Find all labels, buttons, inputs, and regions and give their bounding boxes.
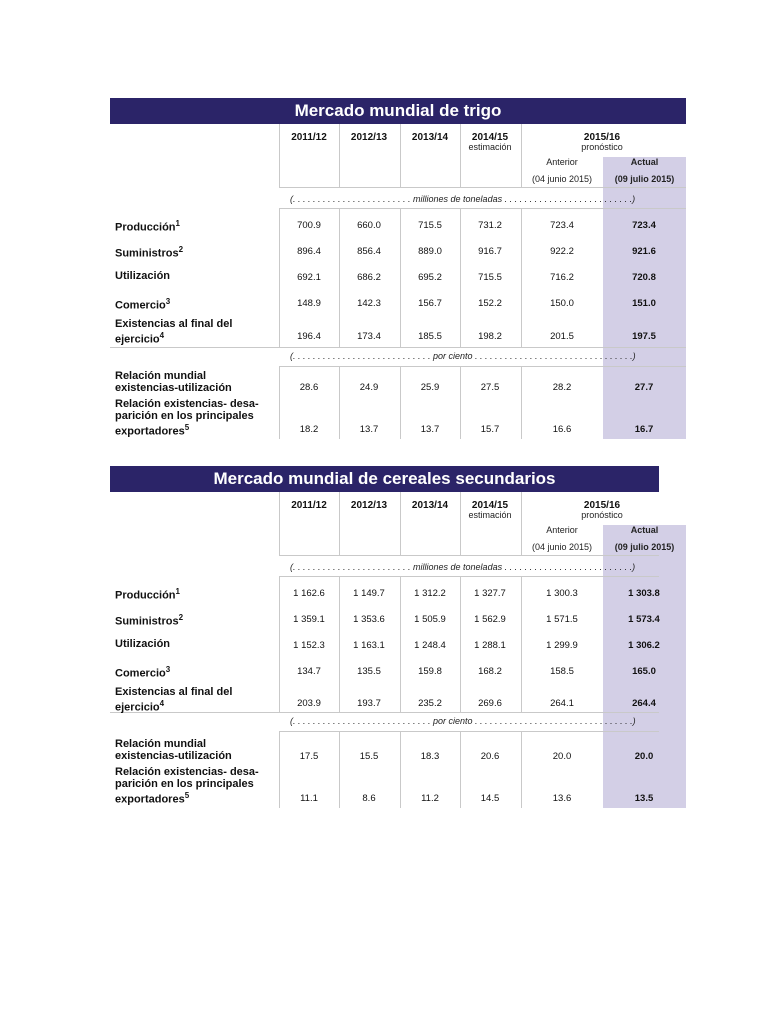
row-label-relacion: Relación mundial existencias-utilización (115, 370, 232, 394)
row-label-produccion: Producción$^1$ (115, 587, 180, 602)
cell: 1 505.9 (414, 614, 446, 625)
cell: 159.8 (418, 666, 442, 677)
col-header-2013: 2013/14 (411, 500, 449, 511)
cell-actual: 13.5 (634, 793, 654, 804)
cell: 158.5 (550, 666, 574, 677)
cell: 20.6 (480, 751, 500, 762)
cell-actual: 27.7 (634, 382, 654, 393)
cell: 152.2 (478, 298, 502, 309)
cell-actual: 264.4 (632, 698, 656, 709)
cell: 18.2 (299, 424, 319, 435)
row-label-suministros: Suministros$^2$ (115, 613, 184, 628)
cell: 148.9 (297, 298, 321, 309)
unit-percent: (. . . . . . . . . . . . . . . . . . . . . . . . . . . . por ciento . . . . . . . . . . . . . . . . . . . . . . . . . . . . . . . .) (290, 716, 636, 726)
cell: 896.4 (297, 246, 321, 257)
cell: 1 327.7 (474, 588, 506, 599)
row-label-relacion-exp: Relación existencias- desa- parición en los principales exportadores$^5$ (115, 766, 259, 806)
coarse-grains-market-table (110, 466, 675, 808)
cell: 185.5 (418, 331, 442, 342)
cell: 700.9 (297, 220, 321, 231)
cell: 922.2 (550, 246, 574, 257)
cell-actual: 720.8 (632, 272, 656, 283)
cell: 856.4 (357, 246, 381, 257)
cell: 13.6 (552, 793, 572, 804)
anterior-date: (04 junio 2015) (531, 542, 593, 552)
cell-actual: 921.6 (632, 246, 656, 257)
col-header-2014: 2014/15 (471, 500, 509, 511)
cell-actual: 197.5 (632, 331, 656, 342)
cell: 15.5 (359, 751, 379, 762)
row-label-produccion: Producción$^1$ (115, 219, 180, 234)
cell: 201.5 (550, 331, 574, 342)
cell: 235.2 (418, 698, 442, 709)
cell: 13.7 (359, 424, 379, 435)
actual-date: (09 julio 2015) (614, 542, 675, 552)
cell: 168.2 (478, 666, 502, 677)
cell: 1 562.9 (474, 614, 506, 625)
unit-tonnes: (. . . . . . . . . . . . . . . . . . . . . . . . milliones de toneladas . . . . . . . . . . . . . . . . . . . . . . . . . .) (290, 194, 636, 204)
cell-actual: 151.0 (632, 298, 656, 309)
cell: 14.5 (480, 793, 500, 804)
cell: 142.3 (357, 298, 381, 309)
cell: 916.7 (478, 246, 502, 257)
anterior-label: Anterior (546, 157, 578, 167)
cell: 28.2 (552, 382, 572, 393)
cell: 8.6 (362, 793, 376, 804)
cell-actual: 723.4 (632, 220, 656, 231)
row-label-existencias: Existencias al final del ejercicio$^4$ (115, 686, 233, 714)
cell: 20.0 (552, 751, 572, 762)
cell: 1 571.5 (546, 614, 578, 625)
cell: 150.0 (550, 298, 574, 309)
cell: 11.2 (421, 793, 439, 804)
cell: 731.2 (478, 220, 502, 231)
cell: 889.0 (418, 246, 442, 257)
cell: 1 299.9 (546, 640, 578, 651)
col-sub-pronostico: pronóstico (581, 142, 623, 152)
cell: 28.6 (299, 382, 319, 393)
cell: 27.5 (480, 382, 500, 393)
cell: 686.2 (357, 272, 381, 283)
actual-date: (09 julio 2015) (614, 174, 675, 184)
unit-percent: (. . . . . . . . . . . . . . . . . . . . . . . . . . . . por ciento . . . . . . . . . . . . . . . . . . . . . . . . . . . . . . . .) (290, 351, 636, 361)
col-header-2011: 2011/12 (291, 132, 327, 143)
cell: 173.4 (357, 331, 381, 342)
row-label-comercio: Comercio$^3$ (115, 297, 171, 312)
cell: 203.9 (297, 698, 321, 709)
cell: 25.9 (420, 382, 440, 393)
col-header-2013: 2013/14 (411, 132, 449, 143)
cell: 1 149.7 (353, 588, 385, 599)
row-label-relacion: Relación mundial existencias-utilización (115, 738, 232, 762)
cell-actual: 16.7 (634, 424, 654, 435)
col-header-2012: 2012/13 (350, 500, 388, 511)
anterior-label: Anterior (546, 525, 578, 535)
cell: 695.2 (418, 272, 442, 283)
cell: 1 248.4 (414, 640, 446, 651)
unit-tonnes: (. . . . . . . . . . . . . . . . . . . . . . . . milliones de toneladas . . . . . . . . . . . . . . . . . . . . . . . . . .) (290, 562, 636, 572)
cell: 1 312.2 (414, 588, 446, 599)
cell: 660.0 (357, 220, 381, 231)
cell: 1 300.3 (546, 588, 578, 599)
row-label-relacion-exp: Relación existencias- desa- parición en los principales exportadores$^5$ (115, 398, 259, 438)
col-sub-estimacion: estimación (468, 142, 512, 152)
row-label-utilizacion: Utilización (115, 638, 171, 650)
actual-label: Actual (630, 525, 659, 535)
cell-actual: 1 303.8 (628, 588, 660, 599)
cell: 13.7 (420, 424, 440, 435)
cell-actual: 1 306.2 (628, 640, 660, 651)
cell: 16.6 (552, 424, 572, 435)
cell: 723.4 (550, 220, 574, 231)
col-header-2012: 2012/13 (350, 132, 388, 143)
col-header-2015: 2015/16 (583, 132, 621, 143)
table-title: Mercado mundial de trigo (110, 98, 686, 124)
cell: 264.1 (550, 698, 574, 709)
table-title: Mercado mundial de cereales secundarios (110, 466, 659, 492)
actual-label: Actual (630, 157, 659, 167)
cell-actual: 1 573.4 (628, 614, 660, 625)
cell: 1 288.1 (474, 640, 506, 651)
row-label-suministros: Suministros$^2$ (115, 245, 184, 260)
cell: 11.1 (300, 793, 318, 804)
anterior-date: (04 junio 2015) (531, 174, 593, 184)
row-label-utilizacion: Utilización (115, 270, 171, 282)
cell: 1 359.1 (293, 614, 325, 625)
col-sub-pronostico: pronóstico (581, 510, 623, 520)
col-sub-estimacion: estimación (468, 510, 512, 520)
cell: 135.5 (357, 666, 381, 677)
cell: 156.7 (418, 298, 442, 309)
cell: 134.7 (297, 666, 321, 677)
cell: 1 162.6 (293, 588, 325, 599)
cell: 17.5 (299, 751, 319, 762)
cell: 15.7 (480, 424, 500, 435)
col-header-2015: 2015/16 (583, 500, 621, 511)
col-header-2014: 2014/15 (471, 132, 509, 143)
cell: 715.5 (478, 272, 502, 283)
cell: 18.3 (420, 751, 440, 762)
cell: 198.2 (478, 331, 502, 342)
cell: 692.1 (297, 272, 321, 283)
cell: 716.2 (550, 272, 574, 283)
cell: 1 163.1 (353, 640, 385, 651)
cell-actual: 165.0 (632, 666, 656, 677)
cell: 1 152.3 (293, 640, 325, 651)
cell: 269.6 (478, 698, 502, 709)
wheat-market-table (110, 98, 686, 439)
cell: 24.9 (359, 382, 379, 393)
col-header-2011: 2011/12 (291, 500, 327, 511)
cell-actual: 20.0 (634, 751, 654, 762)
cell: 193.7 (357, 698, 381, 709)
cell: 1 353.6 (353, 614, 385, 625)
row-label-existencias: Existencias al final del ejercicio$^4$ (115, 318, 233, 346)
cell: 196.4 (297, 331, 321, 342)
row-label-comercio: Comercio$^3$ (115, 665, 171, 680)
cell: 715.5 (418, 220, 442, 231)
